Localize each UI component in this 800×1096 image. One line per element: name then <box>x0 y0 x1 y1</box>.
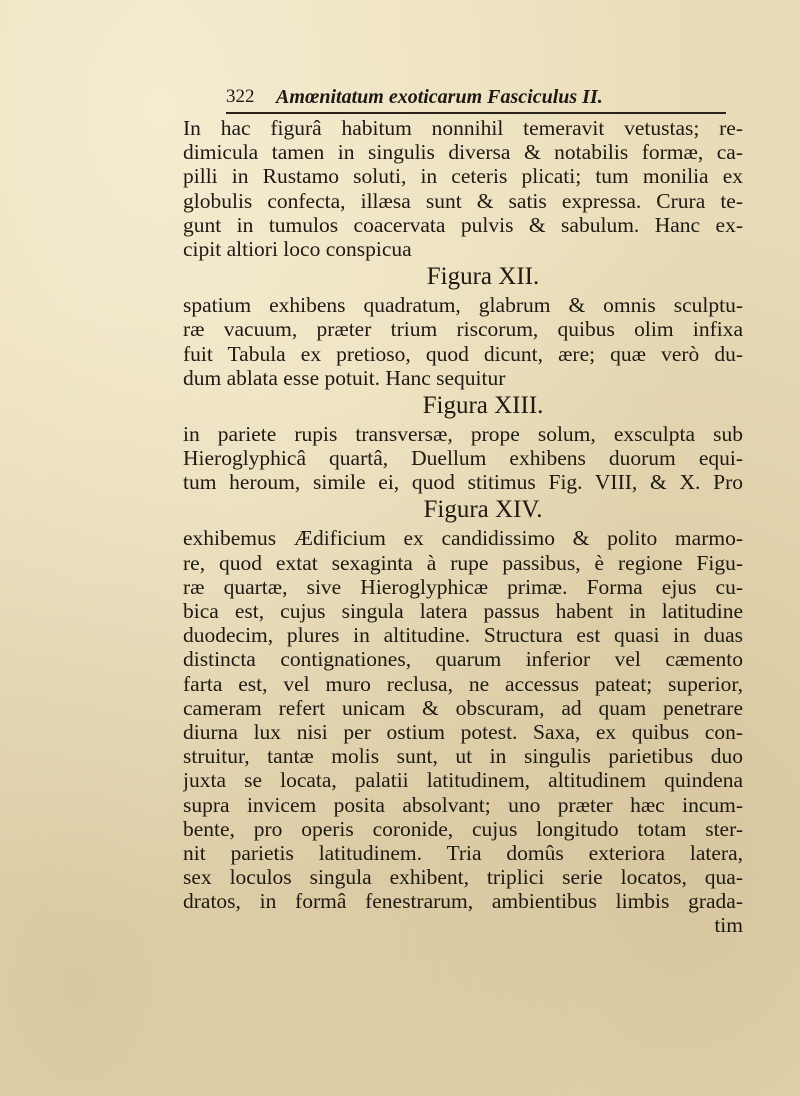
text-line: ræ vacuum, præter trium riscorum, quibus olim infixa <box>183 317 743 342</box>
text-line: juxta se locata, palatii latitudinem, altitudinem quindena <box>183 768 743 793</box>
text-line: pilli in Rustamo soluti, in ceteris plicati; tum monilia ex <box>183 164 743 189</box>
figure-heading-xiv: Figura XIV. <box>423 496 543 524</box>
text-line: duodecim, plures in altitudine. Structura est quasi in duas <box>183 623 743 648</box>
text-line: in pariete rupis transversæ, prope solum, exsculpta sub <box>183 421 743 446</box>
text-line: globulis confecta, illæsa sunt & satis expressa. Crura te- <box>183 188 743 213</box>
text-line: diurna lux nisi per ostium potest. Saxa, ex quibus con- <box>183 719 743 744</box>
text-line: Hieroglyphicâ quartâ, Duellum exhibens duorum equi- <box>183 446 743 471</box>
figure-heading-xii: Figura XII. <box>426 263 540 291</box>
text-line: In hac figurâ habitum nonnihil temeravit vetustas; re- <box>183 116 743 140</box>
paragraph-4 <box>183 526 743 913</box>
text-line: farta est, vel muro reclusa, ne accessus pateat; superior, <box>183 671 743 696</box>
text-line: supra invicem posita absolvant; uno præter hæc incum- <box>183 792 743 817</box>
text-line: dimicula tamen in singulis diversa & notabilis formæ, ca- <box>183 140 743 165</box>
text-line: dum ablata esse potuit. Hanc sequitur <box>183 365 506 390</box>
text-line: cipit altiori loco conspicua <box>183 236 412 261</box>
text-line: bente, pro operis coronide, cujus longitudo totam ster- <box>183 816 743 841</box>
text-line: ræ quartæ, sive Hieroglyphicæ primæ. Forma ejus cu- <box>183 574 743 599</box>
text-line: sex loculos singula exhibent, triplici serie locatos, qua- <box>183 865 743 890</box>
text-line: struitur, tantæ molis sunt, ut in singulis parietibus duo <box>183 744 743 769</box>
text-line: bica est, cujus singula latera passus habent in latitudine <box>183 599 743 623</box>
text-line: distincta contignationes, quarum inferior vel cæmento <box>183 647 743 672</box>
text-line: exhibemus Ædificium ex candidissimo & polito marmo- <box>183 526 743 551</box>
text-line: dratos, in formâ fenestrarum, ambientibus limbis grada- <box>183 889 743 914</box>
text-line: gunt in tumulos coacervata pulvis & sabulum. Hanc ex- <box>183 212 743 237</box>
body-text <box>183 116 743 937</box>
text-line: re, quod extat sexaginta à rupe passibus, è regione Figu- <box>183 550 743 575</box>
text-line: tum heroum, simile ei, quod stitimus Fig. VIII, & X. Pro <box>183 470 743 495</box>
figure-heading-xiii: Figura XIII. <box>422 391 544 419</box>
text-line: spatium exhibens quadratum, glabrum & omnis sculptu- <box>183 293 743 318</box>
catchword: tim <box>714 913 743 938</box>
page-header <box>226 86 726 114</box>
running-title: Amœnitatum exoticarum Fasciculus II. <box>276 86 603 108</box>
paragraph-1 <box>183 116 743 261</box>
page-number: 322 <box>226 86 255 107</box>
text-line: nit parietis latitudinem. Tria domûs exteriora latera, <box>183 840 743 865</box>
paragraph-2 <box>183 293 743 390</box>
paragraph-3 <box>183 422 743 495</box>
text-line: fuit Tabula ex pretioso, quod dicunt, ære; quæ verò du- <box>183 341 743 366</box>
text-line: cameram refert unicam & obscuram, ad quam penetrare <box>183 695 743 720</box>
